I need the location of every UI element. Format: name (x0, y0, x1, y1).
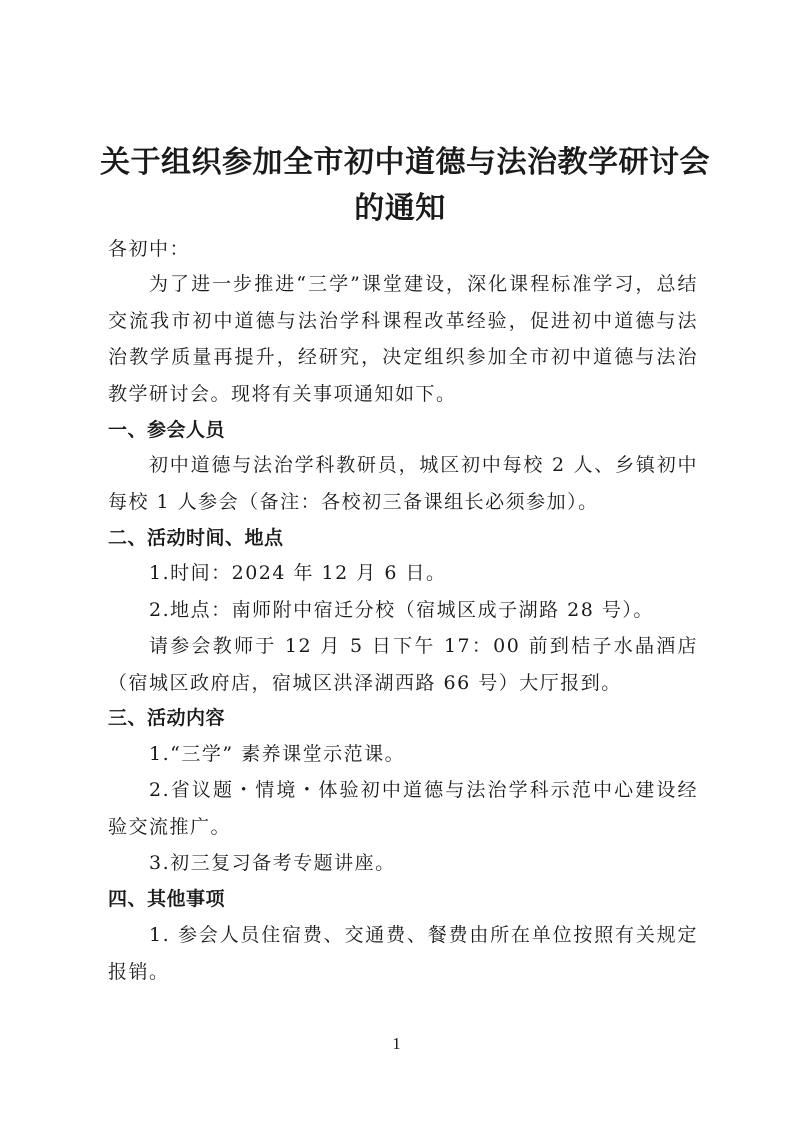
time-paragraph: 1.时间：2024 年 12 月 6 日。 (149, 562, 447, 584)
attendees-paragraph: 初中道德与法治学科教研员，城区初中每校 2 人、乡镇初中每校 1 人参会（备注：各校初三备课组长必须参加）。 (108, 454, 698, 513)
content-item-2: 2.省议题・情境・体验初中道德与法治学科示范中心建设经验交流推广。 (108, 779, 698, 838)
section-heading-time-place: 二、活动时间、地点 (108, 527, 284, 549)
document-title-line-1: 关于组织参加全市初中道德与法治教学研讨会 (100, 145, 710, 180)
document-title-line-2: 的通知 (354, 191, 446, 226)
other-item-1: 1. 参会人员住宿费、交通费、餐费由所在单位按照有关规定报销。 (108, 924, 698, 983)
page-number: 1 (392, 1034, 401, 1053)
section-heading-other: 四、其他事项 (108, 888, 226, 910)
registration-paragraph: 请参会教师于 12 月 5 日下午 17：00 前到桔子水晶酒店（宿城区政府店，宿城区洪泽湖西路 66 号）大厅报到。 (108, 635, 698, 694)
place-paragraph: 2.地点：南师附中宿迁分校（宿城区成子湖路 28 号）。 (149, 599, 654, 621)
section-heading-attendees: 一、参会人员 (108, 419, 226, 441)
content-item-3: 3.初三复习备考专题讲座。 (149, 852, 396, 874)
section-heading-content: 三、活动内容 (108, 707, 226, 729)
intro-paragraph: 为了进一步推进“三学”课堂建设，深化课程标准学习，总结交流我市初中道德与法治学科课程改革经验，促进初中道德与法治教学质量再提升，经研究，决定组织参加全市初中道德与法治教学研讨会。现将有关事项通知如下。 (108, 273, 698, 405)
content-item-1: 1.“三学” 素养课堂示范课。 (149, 743, 406, 765)
salutation: 各初中： (108, 238, 191, 260)
